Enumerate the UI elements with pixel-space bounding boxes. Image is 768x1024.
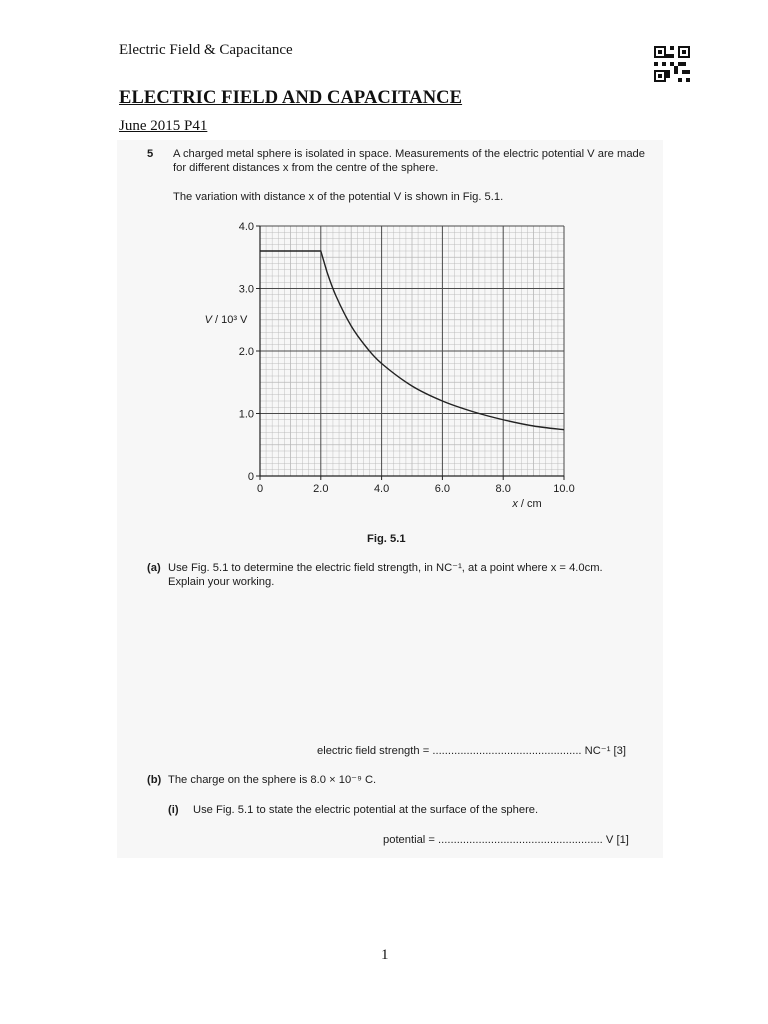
page-subtitle: June 2015 P41 — [119, 118, 208, 134]
chart-y-tick-label: 4.0 — [238, 221, 254, 233]
answer-line-a: electric field strength = ................................................ NC⁻¹ [3] — [317, 745, 626, 757]
question-number: 5 — [147, 148, 154, 160]
figure-caption: Fig. 5.1 — [367, 533, 406, 545]
chart-ticks — [239, 221, 575, 495]
running-header: Electric Field & Capacitance — [119, 42, 293, 58]
part-b-label: (b) — [147, 774, 162, 786]
part-a-label: (a) — [147, 562, 161, 574]
part-bi-text: Use Fig. 5.1 to state the electric potential at the surface of the sphere. — [193, 804, 539, 816]
chart-x-axis-label: x / cm — [512, 498, 542, 510]
page-number: 1 — [381, 947, 389, 963]
chart-x-tick-label: 6.0 — [434, 483, 451, 495]
chart-y-tick-label: 1.0 — [238, 408, 254, 421]
chart-x-tick-label: 4.0 — [373, 483, 390, 495]
part-b-text: The charge on the sphere is 8.0 × 10⁻⁹ C. — [168, 774, 377, 786]
question-variation-text: The variation with distance x of the potential V is shown in Fig. 5.1. — [173, 191, 504, 203]
answer-line-bi: potential = ..................................................... V [1] — [383, 834, 629, 846]
chart-x-tick-label: 0 — [256, 483, 264, 495]
chart-x-tick-label: 8.0 — [495, 483, 511, 495]
part-a-line1: Use Fig. 5.1 to determine the electric field strength, in NC⁻¹, at a point where x = 4.0cm. — [168, 562, 603, 574]
part-bi-label: (i) — [168, 804, 179, 816]
page-title: ELECTRIC FIELD AND CAPACITANCE — [119, 88, 463, 108]
potential-distance-chart — [190, 218, 590, 518]
chart-y-tick-label: 0 — [247, 471, 254, 483]
chart-x-tick-label: 10.0 — [553, 483, 575, 495]
chart-y-tick-label: 3.0 — [238, 283, 254, 296]
chart-y-axis-label: V / 10³ V — [204, 314, 248, 326]
question-intro-line2: for different distances x from the centre of the sphere. — [173, 162, 439, 174]
question-intro-line1: A charged metal sphere is isolated in space. Measurements of the electric potential V are made — [173, 148, 645, 160]
qr-code-icon[interactable] — [654, 46, 690, 82]
part-a-line2: Explain your working. — [168, 576, 275, 588]
chart-y-tick-label: 2.0 — [238, 346, 254, 358]
chart-x-tick-label: 2.0 — [313, 483, 329, 495]
